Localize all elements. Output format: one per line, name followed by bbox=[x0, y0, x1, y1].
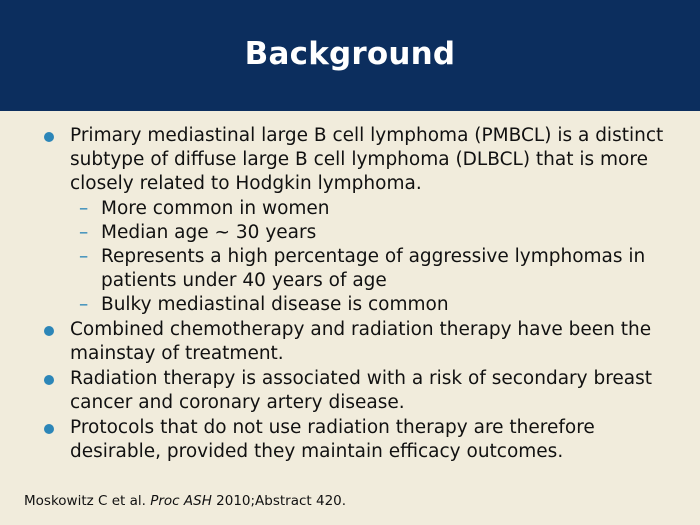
bullet-dot-icon bbox=[44, 326, 54, 336]
slide-content bbox=[42, 124, 682, 464]
citation-details: 2010;Abstract 420. bbox=[216, 493, 347, 509]
bullet-text: Protocols that do not use radiation therapy are therefore desirable, provided they maintain efficacy outcomes. bbox=[70, 417, 595, 462]
bullet-text: Combined chemotherapy and radiation therapy have been the mainstay of treatment. bbox=[70, 319, 652, 364]
citation-journal: Proc ASH bbox=[150, 493, 212, 509]
bullet-text: Radiation therapy is associated with a risk of secondary breast cancer and coronary artery disease. bbox=[70, 368, 653, 413]
bullet-item bbox=[42, 367, 682, 415]
sub-bullet-list bbox=[42, 197, 682, 317]
citation-authors: Moskowitz C et al. bbox=[24, 493, 146, 509]
sub-bullet-text: Bulky mediastinal disease is common bbox=[101, 294, 449, 315]
dash-icon: – bbox=[79, 294, 89, 315]
bullet-dot-icon bbox=[44, 424, 54, 434]
bullet-dot-icon bbox=[44, 132, 54, 142]
dash-icon: – bbox=[79, 246, 89, 267]
dash-icon: – bbox=[79, 222, 89, 243]
sub-bullet-item bbox=[42, 293, 682, 317]
dash-icon: – bbox=[79, 198, 89, 219]
bullet-dot-icon bbox=[44, 375, 54, 385]
bullet-item bbox=[42, 416, 682, 464]
sub-bullet-item bbox=[42, 221, 682, 245]
sub-bullet-text: Median age ~ 30 years bbox=[101, 222, 317, 243]
slide-title: Background bbox=[244, 36, 456, 72]
bullet-text: Primary mediastinal large B cell lymphoma (PMBCL) is a distinct subtype of diffuse large B cell lymphoma (DLBCL) that is more closely related to Hodgkin lymphoma. bbox=[70, 125, 664, 194]
sub-bullet-item bbox=[42, 197, 682, 221]
sub-bullet-text: More common in women bbox=[101, 198, 330, 219]
slide-header bbox=[0, 0, 700, 111]
bullet-item bbox=[42, 318, 682, 366]
citation bbox=[24, 492, 346, 510]
bullet-item bbox=[42, 124, 682, 196]
sub-bullet-text: Represents a high percentage of aggressive lymphomas in patients under 40 years of age bbox=[101, 246, 646, 291]
sub-bullet-item bbox=[42, 245, 682, 293]
